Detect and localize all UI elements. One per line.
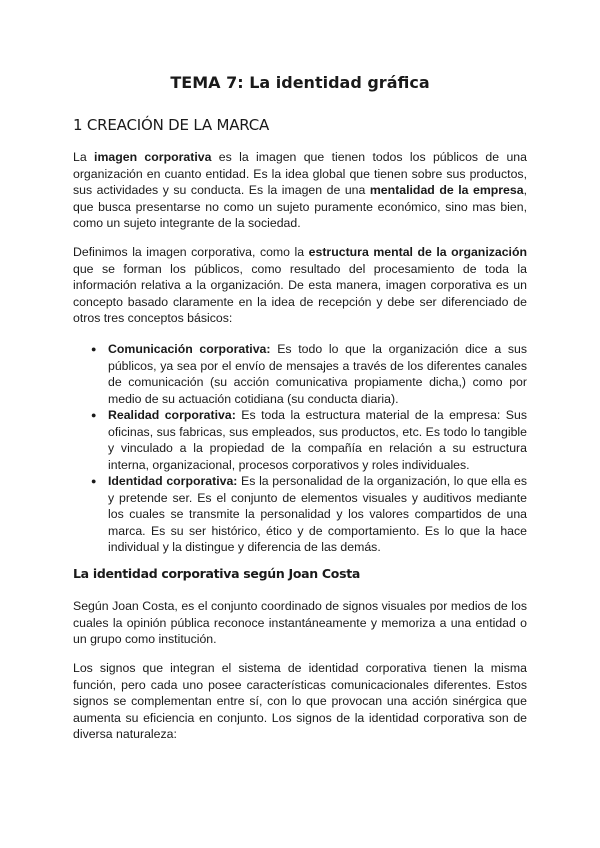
text-run: que se forman los públicos, como resultado del procesamiento de toda la información relativa a la organización. De esta manera, imagen corporativa es un concepto basado claramente en la idea de recepción y debe ser diferenciado de otros tres conceptos básicos: <box>73 261 527 325</box>
bullet-icon: ● <box>91 410 97 420</box>
bold-term: mentalidad de la empresa <box>369 183 524 197</box>
bullet-icon: ● <box>91 344 97 354</box>
section-heading-joan-costa: La identidad corporativa según Joan Costa <box>73 566 361 581</box>
text-run: La <box>73 150 95 164</box>
bullet-icon: ● <box>91 476 97 486</box>
bold-term: estructura mental de la organización <box>308 245 527 259</box>
bold-term: Identidad corporativa: <box>108 474 238 488</box>
section-heading-creacion-marca: 1 CREACIÓN DE LA MARCA <box>73 116 270 134</box>
paragraph-joan-costa: Según Joan Costa, es el conjunto coordinado de signos visuales por medios de los cuales la opinión pública reconoce instantáneamente y memoriza a una entidad o un grupo como institución. <box>73 599 527 646</box>
text-run: es la imagen que tienen todos los públicos de una organización en cuanto entidad. Es la idea global que tienen sobre sus productos, sus actividades y su conducta. Es la imagen de una <box>73 150 527 197</box>
text-run: Es toda la estructura material de la empresa: Sus oficinas, sus fabricas, sus empleados, sus productos, etc. Es todo lo tangible y vinculado a la propiedad de la compañía en relación a su estructura interna, organizacional, procesos corporativos y roles individuales. <box>108 408 527 472</box>
text-run: Es todo lo que la organización dice a sus públicos, ya sea por el envío de mensajes a través de los diferentes canales de comunicación (su acción comunicativa propiamente dicha,) como por medio de su actuación cotidiana (su conducta diaria). <box>108 342 527 406</box>
text-run: Definimos la imagen corporativa, como la <box>73 245 309 259</box>
text-run: Es la personalidad de la organización, lo que ella es y pretende ser. Es el conjunto de elementos visuales y auditivos mediante los cuales se transmite la personalidad y los valores compartidos de una marca. Es su ser histórico, ético y de comportamiento. Es lo que la hace individual y la distingue y diferencia de las demás. <box>108 474 527 554</box>
bold-term: imagen corporativa <box>94 150 212 164</box>
list-item-realidad <box>73 407 527 473</box>
bold-term: Comunicación corporativa: <box>108 342 271 356</box>
list-item-identidad <box>73 473 527 556</box>
concepts-list <box>73 341 527 556</box>
paragraph-signos: Los signos que integran el sistema de identidad corporativa tienen la misma función, pero cada uno posee características comunicacionales diferentes. Estos signos se complementan entre sí, con lo que provocan una acción sinérgica que aumenta su eficiencia en conjunto. Los signos de la identidad corporativa son de diversa naturaleza: <box>73 661 527 741</box>
bold-term: Realidad corporativa: <box>108 408 236 422</box>
list-item-comunicacion <box>73 341 527 407</box>
paragraph-imagen-corporativa <box>73 149 527 232</box>
text-run: , que busca presentarse no como un sujeto puramente económico, sino mas bien, como un sujeto integrante de la sociedad. <box>73 183 527 230</box>
page-title: TEMA 7: La identidad gráfica <box>170 73 430 92</box>
paragraph-definicion <box>73 244 527 327</box>
